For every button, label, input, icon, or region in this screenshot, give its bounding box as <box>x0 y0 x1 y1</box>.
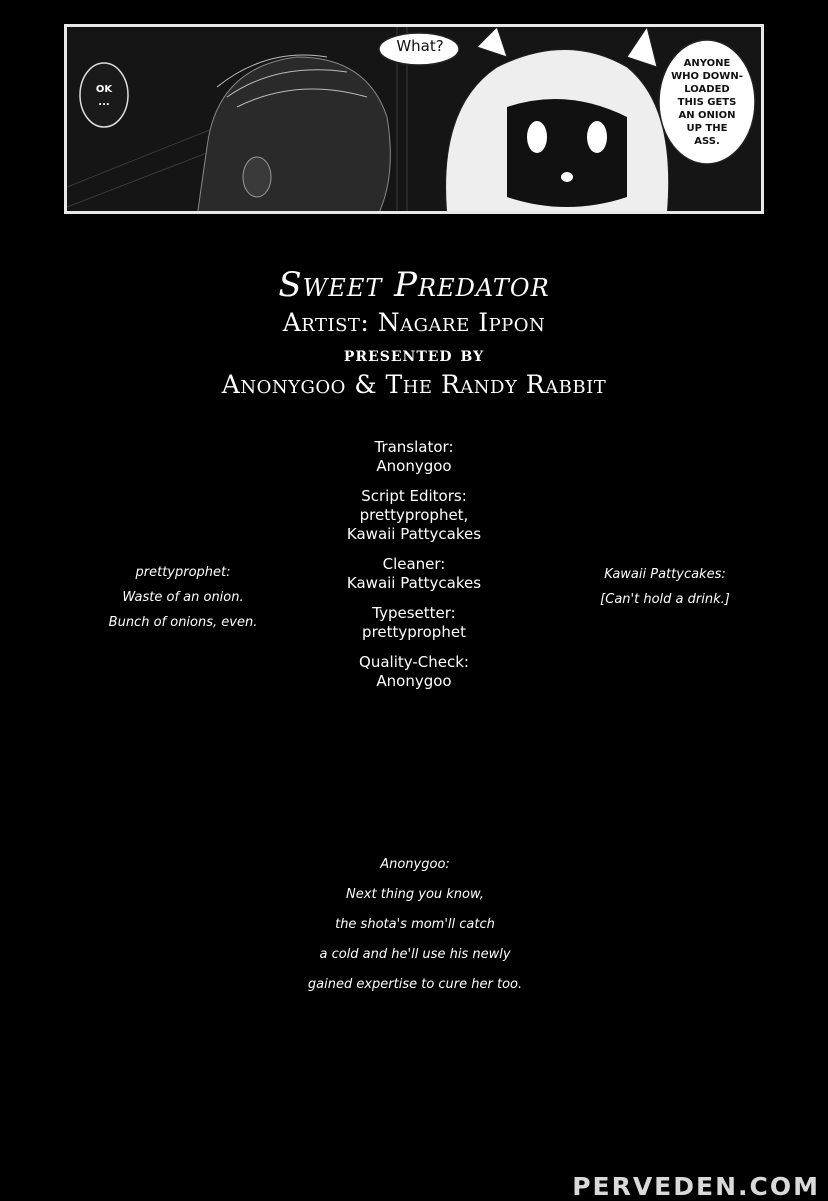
credit-role: Translator: <box>374 438 454 456</box>
credit-script-editors <box>264 487 564 544</box>
note-line: [Can't hold a drink.] <box>600 592 730 607</box>
credits-list <box>264 438 564 702</box>
note-line: a cold and he'll use his newly <box>319 947 511 962</box>
credit-role: Cleaner: <box>382 555 446 573</box>
watermark-logo: PERVEDEN.COM <box>572 1172 820 1201</box>
note-prettyprophet <box>98 560 268 635</box>
manga-panel <box>64 24 764 214</box>
note-line: prettyprophet: <box>135 565 231 580</box>
note-line: gained expertise to cure her too. <box>307 977 523 992</box>
credit-names: prettyprophet <box>362 623 466 641</box>
credit-names: Anonygoo <box>376 457 452 475</box>
credit-typesetter <box>264 604 564 642</box>
credit-role: Script Editors: <box>361 487 467 505</box>
left-bubble-text: OK ... <box>95 84 113 108</box>
credit-names: Anonygoo <box>376 672 452 690</box>
note-line: Anonygoo: <box>380 857 450 872</box>
artist-line: Artist: Nagare Ippon <box>282 308 546 337</box>
note-line: the shota's mom'll catch <box>335 917 495 932</box>
center-bubble-text: What? <box>396 37 444 55</box>
credit-translator <box>264 438 564 476</box>
credit-role: Quality-Check: <box>359 653 469 671</box>
note-line: Kawaii Pattycakes: <box>604 567 726 582</box>
credit-names: Kawaii Pattycakes <box>346 574 482 592</box>
credit-cleaner <box>264 555 564 593</box>
note-line: Waste of an onion. <box>122 590 244 605</box>
right-bubble-text: ANYONE WHO DOWN- LOADED THIS GETS AN ONION UP THE ASS. <box>671 58 743 147</box>
credit-names: prettyprophet, Kawaii Pattycakes <box>346 506 482 543</box>
credit-role: Typesetter: <box>372 604 456 622</box>
note-kawaii-pattycakes <box>590 562 740 612</box>
note-line: Next thing you know, <box>346 887 484 902</box>
note-line: Bunch of onions, even. <box>108 615 258 630</box>
note-anonygoo <box>280 850 550 1000</box>
group-line: Anonygoo & The Randy Rabbit <box>221 370 607 399</box>
panel-art <box>67 27 764 214</box>
book-title: Sweet Predator <box>278 265 550 305</box>
credit-quality-check <box>264 653 564 691</box>
presented-by-line: presented by <box>343 342 485 366</box>
